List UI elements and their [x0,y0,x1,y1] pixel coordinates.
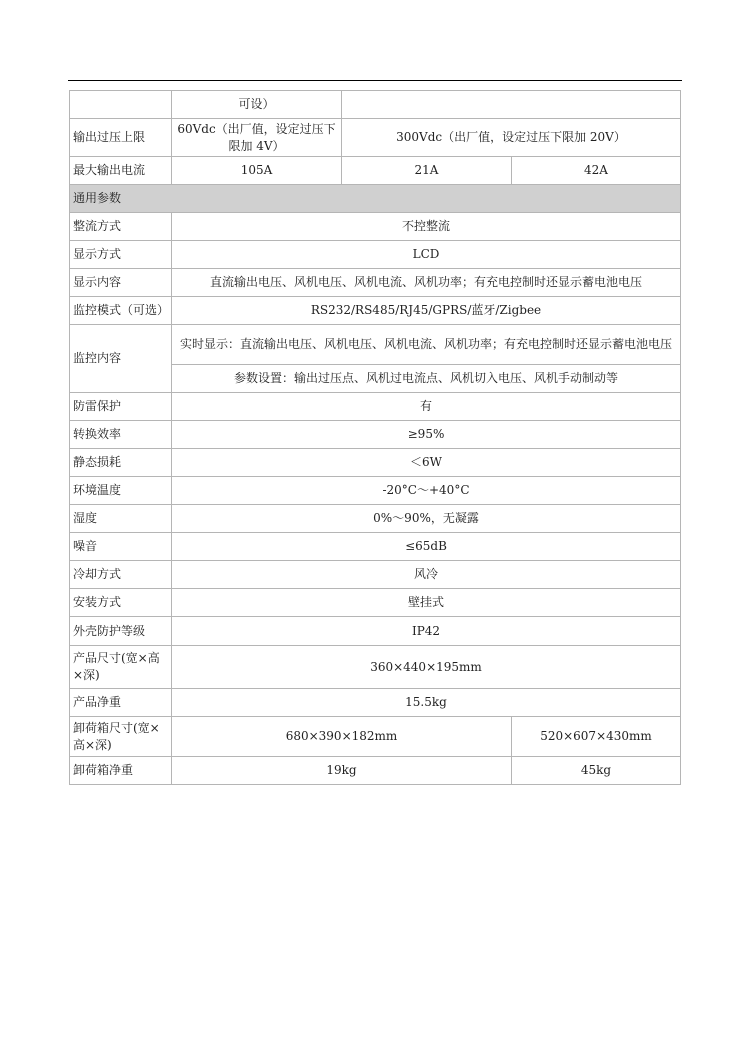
table-row [70,421,681,449]
row-value: -20°C～+40°C [172,477,681,505]
row-label: 静态损耗 [70,449,172,477]
row-value: 实时显示：直流输出电压、风机电压、风机电流、风机功率；有充电控制时还显示蓄电池电压 [172,325,681,365]
row-value: 105A [172,157,342,185]
table-row [70,477,681,505]
table-row [70,269,681,297]
table-row [70,757,681,785]
row-value: 0%～90%，无凝露 [172,505,681,533]
row-label: 转换效率 [70,421,172,449]
row-value: 45kg [512,757,681,785]
row-value: ≤65dB [172,533,681,561]
row-label: 最大输出电流 [70,157,172,185]
row-label: 湿度 [70,505,172,533]
table-row [70,325,681,365]
table-row [70,561,681,589]
table-row [70,589,681,617]
row-value: 520×607×430mm [512,717,681,757]
row-label: 卸荷箱净重 [70,757,172,785]
table-row [70,617,681,646]
row-value: 直流输出电压、风机电压、风机电流、风机功率；有充电控制时还显示蓄电池电压 [172,269,681,297]
table-row [70,689,681,717]
row-value: ＜6W [172,449,681,477]
row-value: 不控整流 [172,213,681,241]
table-row [70,717,681,757]
spec-table [69,90,681,785]
row-label: 环境温度 [70,477,172,505]
row-value: 有 [172,393,681,421]
table-row [70,157,681,185]
row-value: ≥95% [172,421,681,449]
row-value: 风冷 [172,561,681,589]
row-label: 冷却方式 [70,561,172,589]
row-value: 参数设置：输出过压点、风机过电流点、风机切入电压、风机手动制动等 [172,365,681,393]
row-value: 42A [512,157,681,185]
row-value: 壁挂式 [172,589,681,617]
section-title: 通用参数 [70,185,681,213]
row-label [70,91,172,119]
row-label: 安装方式 [70,589,172,617]
row-label: 防雷保护 [70,393,172,421]
row-label: 产品净重 [70,689,172,717]
table-row [70,533,681,561]
table-row [70,393,681,421]
row-value: 680×390×182mm [172,717,512,757]
row-value: 300Vdc（出厂值，设定过压下限加 20V） [342,119,681,157]
row-value: RS232/RS485/RJ45/GPRS/蓝牙/Zigbee [172,297,681,325]
table-row [70,213,681,241]
table-row [70,505,681,533]
row-label: 显示方式 [70,241,172,269]
row-label: 外壳防护等级 [70,617,172,646]
table-row [70,241,681,269]
row-value [342,91,681,119]
row-value: 可设） [172,91,342,119]
row-value: 15.5kg [172,689,681,717]
row-label: 监控内容 [70,325,172,393]
row-label: 整流方式 [70,213,172,241]
table-row [70,91,681,119]
section-header-row [70,185,681,213]
row-label: 监控模式（可选） [70,297,172,325]
row-value: 19kg [172,757,512,785]
top-rule [68,80,682,81]
row-value: 21A [342,157,512,185]
table-row [70,646,681,689]
row-value: IP42 [172,617,681,646]
table-row [70,119,681,157]
row-value: 60Vdc（出厂值，设定过压下限加 4V） [172,119,342,157]
row-label: 输出过压上限 [70,119,172,157]
table-row [70,297,681,325]
row-value: 360×440×195mm [172,646,681,689]
row-label: 显示内容 [70,269,172,297]
row-label: 噪音 [70,533,172,561]
table-row [70,449,681,477]
row-label: 产品尺寸(宽×高×深) [70,646,172,689]
row-label: 卸荷箱尺寸(宽×高×深) [70,717,172,757]
row-value: LCD [172,241,681,269]
